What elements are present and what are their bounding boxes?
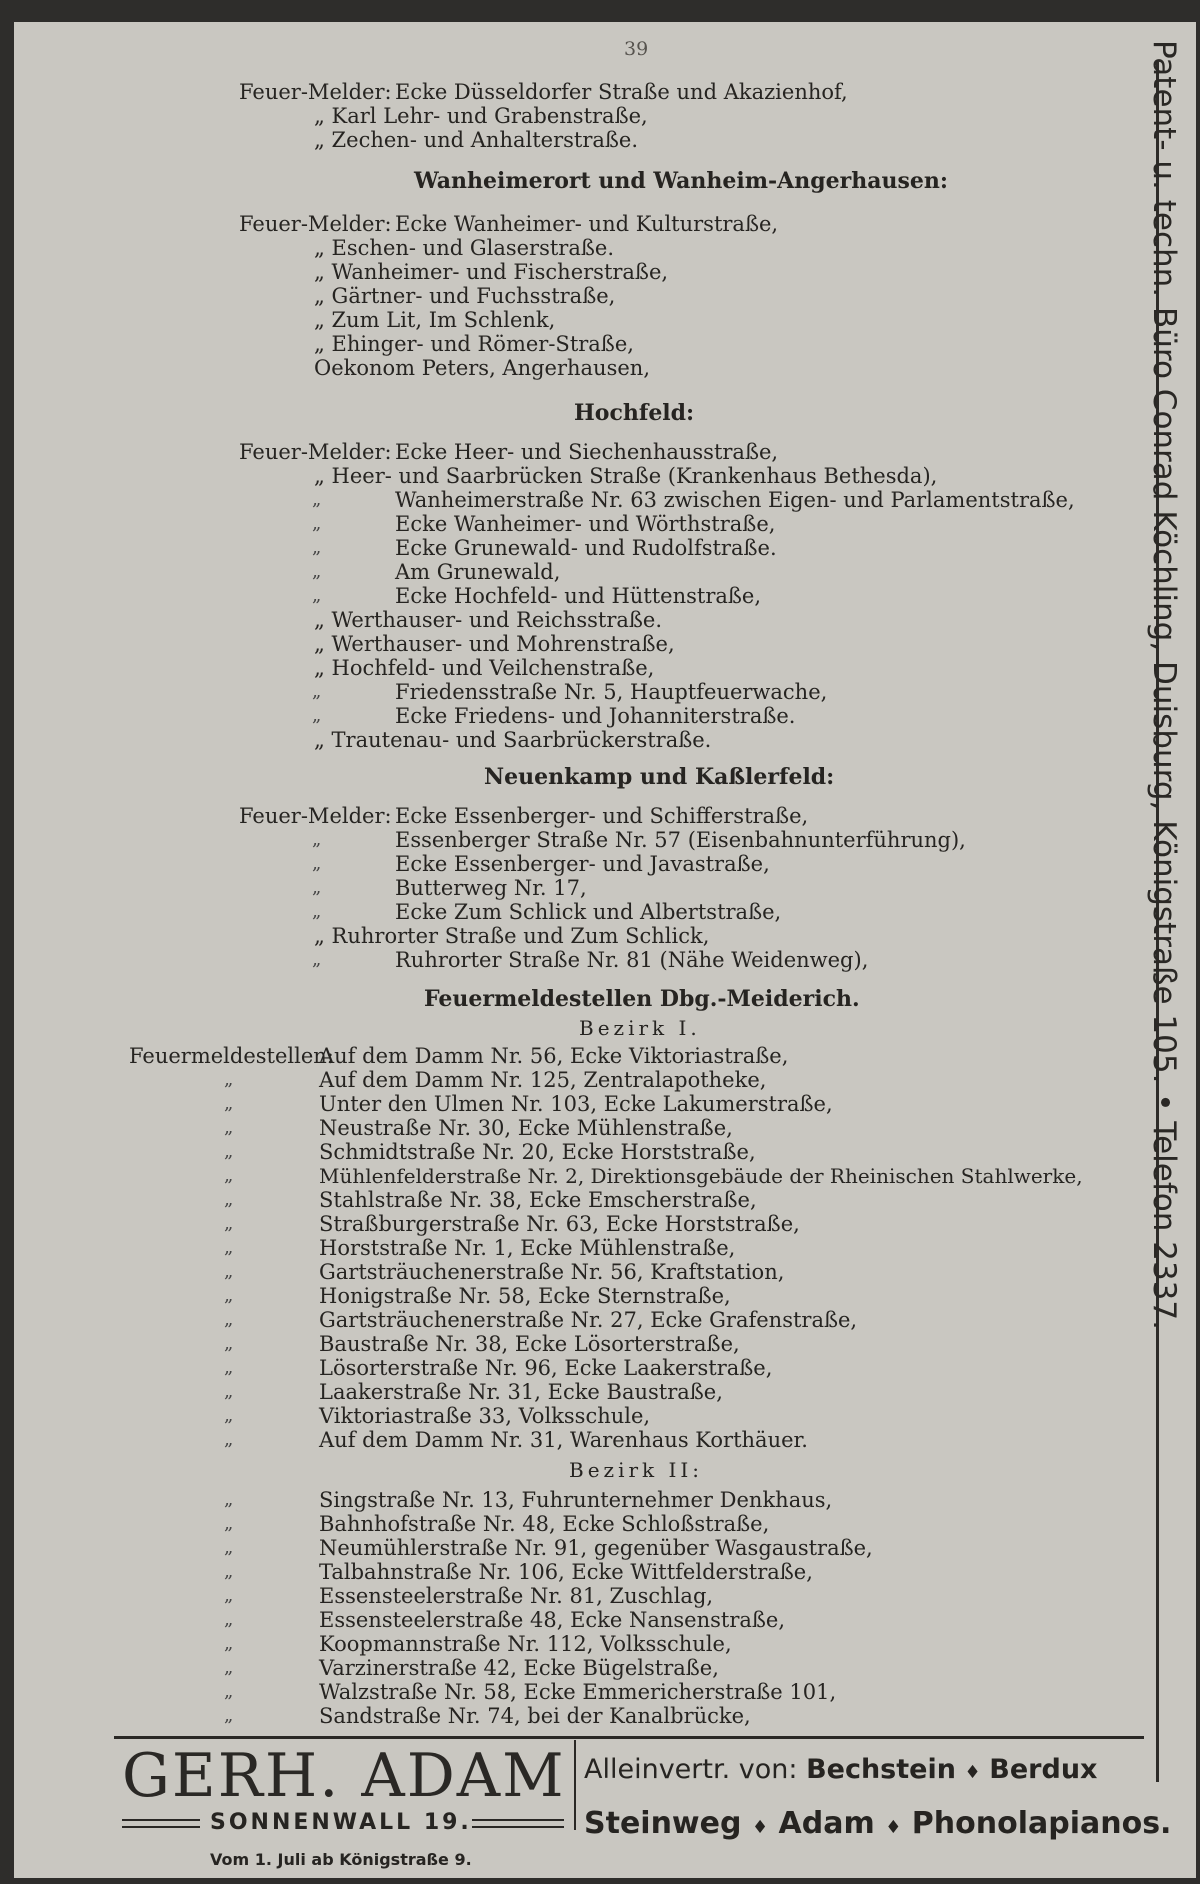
- ditto-mark: „: [312, 949, 322, 970]
- section-heading: Wanheimerort und Wanheim-Angerhausen:: [414, 168, 948, 194]
- ditto-mark: „: [224, 1633, 234, 1654]
- ditto-mark: „: [224, 1309, 234, 1330]
- list-item: Am Grunewald,: [395, 560, 561, 584]
- list-item: Mühlenfelderstraße Nr. 2, Direktionsgebäude der Rheinischen Stahlwerke,: [319, 1164, 1083, 1188]
- ditto-mark: „: [224, 1285, 234, 1306]
- list-item: Horststraße Nr. 1, Ecke Mühlenstraße,: [319, 1236, 736, 1260]
- brand-name: Phonolapianos.: [911, 1806, 1172, 1841]
- list-item: Lösorterstraße Nr. 96, Ecke Laakerstraße,: [319, 1356, 773, 1380]
- list-item: Ecke Grunewald- und Rudolfstraße.: [395, 536, 777, 560]
- ditto-mark: „: [224, 1681, 234, 1702]
- ditto-mark: „: [224, 1333, 234, 1354]
- ditto-mark: „: [224, 1165, 234, 1186]
- list-item: Neustraße Nr. 30, Ecke Mühlenstraße,: [319, 1116, 733, 1140]
- brands-line: [584, 1806, 1171, 1841]
- list-item: Ecke Essenberger- und Schifferstraße,: [395, 804, 809, 828]
- list-item: „ Zum Lit, Im Schlenk,: [314, 308, 556, 332]
- ditto-mark: „: [312, 829, 322, 850]
- section-label: Feuer-Melder:: [239, 212, 392, 236]
- ditto-mark: „: [224, 1429, 234, 1450]
- brand-name: Steinweg: [584, 1806, 742, 1841]
- ditto-mark: „: [224, 1585, 234, 1606]
- ditto-mark: „: [312, 681, 322, 702]
- ditto-mark: „: [224, 1237, 234, 1258]
- ditto-mark: „: [224, 1141, 234, 1162]
- list-item: Viktoriastraße 33, Volksschule,: [319, 1404, 651, 1428]
- list-item: Stahlstraße Nr. 38, Ecke Emscherstraße,: [319, 1188, 757, 1212]
- side-advertisement: Patent- u. techn. Büro Conrad Köchling, Duisburg, Königstraße 105. • Telefon 2337.: [1146, 40, 1182, 1330]
- diamond-separator: ♦: [885, 1817, 902, 1838]
- list-item: Auf dem Damm Nr. 56, Ecke Viktoriastraße,: [319, 1044, 789, 1068]
- list-item: Sandstraße Nr. 74, bei der Kanalbrücke,: [319, 1704, 751, 1728]
- section-label: Feuer-Melder:: [239, 804, 392, 828]
- list-item: Wanheimerstraße Nr. 63 zwischen Eigen- und Parlamentstraße,: [395, 488, 1075, 512]
- ditto-mark: „: [312, 561, 322, 582]
- advertiser-name: GERH. ADAM: [122, 1741, 566, 1811]
- list-item: Ecke Düsseldorfer Straße und Akazienhof,: [395, 80, 848, 104]
- ditto-mark: „: [224, 1117, 234, 1138]
- page-number: 39: [624, 38, 649, 60]
- advertiser-address: SONNENWALL 19.: [210, 1810, 472, 1835]
- list-item: Laakerstraße Nr. 31, Ecke Baustraße,: [319, 1380, 723, 1404]
- ditto-mark: „: [312, 901, 322, 922]
- footer-divider: [574, 1740, 576, 1830]
- brand-name: Bechstein: [806, 1754, 956, 1785]
- list-item: Auf dem Damm Nr. 125, Zentralapotheke,: [319, 1068, 767, 1092]
- list-item: Ecke Wanheimer- und Wörthstraße,: [395, 512, 776, 536]
- list-item: Ecke Essenberger- und Javastraße,: [395, 852, 770, 876]
- list-item: Singstraße Nr. 13, Fuhrunternehmer Denkhaus,: [319, 1488, 833, 1512]
- brand-name: Berdux: [989, 1754, 1098, 1785]
- ditto-mark: „: [224, 1381, 234, 1402]
- section-heading: Feuermeldestellen Dbg.-Meiderich.: [424, 986, 860, 1012]
- list-item: „ Eschen- und Glaserstraße.: [314, 236, 614, 260]
- list-item: Oekonom Peters, Angerhausen,: [314, 356, 650, 380]
- list-item: Essenberger Straße Nr. 57 (Eisenbahnunterführung),: [395, 828, 966, 852]
- diamond-separator: ♦: [964, 1762, 981, 1783]
- list-item: Varzinerstraße 42, Ecke Bügelstraße,: [319, 1656, 719, 1680]
- list-item: Honigstraße Nr. 58, Ecke Sternstraße,: [319, 1284, 731, 1308]
- list-item: Talbahnstraße Nr. 106, Ecke Wittfelderstraße,: [319, 1560, 813, 1584]
- list-item: Unter den Ulmen Nr. 103, Ecke Lakumerstraße,: [319, 1092, 833, 1116]
- list-item: Bahnhofstraße Nr. 48, Ecke Schloßstraße,: [319, 1512, 770, 1536]
- ditto-mark: „: [224, 1561, 234, 1582]
- section-label: Feuer-Melder:: [239, 80, 392, 104]
- relocation-note: Vom 1. Juli ab Königstraße 9.: [210, 1850, 472, 1869]
- list-item: Straßburgerstraße Nr. 63, Ecke Horststraße,: [319, 1212, 800, 1236]
- section-label: Feuermeldestellen:: [129, 1044, 334, 1068]
- ditto-mark: „: [224, 1705, 234, 1726]
- list-item: Baustraße Nr. 38, Ecke Lösorterstraße,: [319, 1332, 740, 1356]
- list-item: Walzstraße Nr. 58, Ecke Emmericherstraße 101,: [319, 1680, 837, 1704]
- double-rule: [472, 1819, 564, 1828]
- list-item: Ecke Hochfeld- und Hüttenstraße,: [395, 584, 762, 608]
- list-item: Ecke Wanheimer- und Kulturstraße,: [395, 212, 779, 236]
- sole-agency-prefix: Alleinvertr. von:: [584, 1754, 807, 1785]
- list-item: Friedensstraße Nr. 5, Hauptfeuerwache,: [395, 680, 828, 704]
- list-item: „ Heer- und Saarbrücken Straße (Krankenhaus Bethesda),: [314, 464, 938, 488]
- ditto-mark: „: [224, 1357, 234, 1378]
- list-item: Auf dem Damm Nr. 31, Warenhaus Korthäuer.: [319, 1428, 808, 1452]
- ditto-mark: „: [312, 489, 322, 510]
- list-item: Neumühlerstraße Nr. 91, gegenüber Wasgaustraße,: [319, 1536, 873, 1560]
- list-item: „ Trautenau- und Saarbrückerstraße.: [314, 728, 712, 752]
- ditto-mark: „: [224, 1609, 234, 1630]
- ditto-mark: „: [312, 705, 322, 726]
- list-item: Essensteelerstraße 48, Ecke Nansenstraße,: [319, 1608, 786, 1632]
- ditto-mark: „: [224, 1537, 234, 1558]
- list-item: „ Gärtner- und Fuchsstraße,: [314, 284, 616, 308]
- ditto-mark: „: [224, 1189, 234, 1210]
- ditto-mark: „: [312, 585, 322, 606]
- list-item: Ecke Zum Schlick und Albertstraße,: [395, 900, 782, 924]
- list-item: „ Werthauser- und Mohrenstraße,: [314, 632, 675, 656]
- list-item: Ecke Friedens- und Johanniterstraße.: [395, 704, 796, 728]
- list-item: Schmidtstraße Nr. 20, Ecke Horststraße,: [319, 1140, 756, 1164]
- list-item: „ Zechen- und Anhalterstraße.: [314, 128, 639, 152]
- list-item: Koopmannstraße Nr. 112, Volksschule,: [319, 1632, 732, 1656]
- list-item: Ruhrorter Straße Nr. 81 (Nähe Weidenweg),: [395, 948, 869, 972]
- list-item: „ Werthauser- und Reichsstraße.: [314, 608, 663, 632]
- list-item: Ecke Heer- und Siechenhausstraße,: [395, 440, 779, 464]
- section-heading: Neuenkamp und Kaßlerfeld:: [484, 764, 835, 790]
- section-label: Feuer-Melder:: [239, 440, 392, 464]
- section-heading: Hochfeld:: [574, 400, 695, 426]
- list-item: Essensteelerstraße Nr. 81, Zuschlag,: [319, 1584, 714, 1608]
- ditto-mark: „: [312, 513, 322, 534]
- ditto-mark: „: [312, 537, 322, 558]
- ditto-mark: „: [224, 1069, 234, 1090]
- ditto-mark: „: [224, 1213, 234, 1234]
- list-item: Gartsträuchenerstraße Nr. 56, Kraftstation,: [319, 1260, 785, 1284]
- double-rule: [122, 1819, 200, 1828]
- list-item: „ Ruhrorter Straße und Zum Schlick,: [314, 924, 710, 948]
- ditto-mark: „: [312, 853, 322, 874]
- list-item: Gartsträuchenerstraße Nr. 27, Ecke Grafenstraße,: [319, 1308, 858, 1332]
- list-item: „ Hochfeld- und Veilchenstraße,: [314, 656, 655, 680]
- district-heading: Bezirk II:: [569, 1458, 704, 1482]
- footer-rule: [114, 1736, 1144, 1739]
- ditto-mark: „: [224, 1657, 234, 1678]
- list-item: Butterweg Nr. 17,: [395, 876, 587, 900]
- ditto-mark: „: [224, 1261, 234, 1282]
- ditto-mark: „: [224, 1093, 234, 1114]
- list-item: „ Ehinger- und Römer-Straße,: [314, 332, 634, 356]
- ditto-mark: „: [224, 1513, 234, 1534]
- ditto-mark: „: [224, 1405, 234, 1426]
- diamond-separator: ♦: [751, 1817, 769, 1838]
- district-heading: Bezirk I.: [579, 1016, 701, 1040]
- ditto-mark: „: [312, 877, 322, 898]
- sole-agency-line: [584, 1754, 1097, 1785]
- ditto-mark: „: [224, 1489, 234, 1510]
- list-item: „ Karl Lehr- und Grabenstraße,: [314, 104, 648, 128]
- document-page: [14, 22, 1196, 1878]
- list-item: „ Wanheimer- und Fischerstraße,: [314, 260, 669, 284]
- brand-name: Adam: [778, 1806, 875, 1841]
